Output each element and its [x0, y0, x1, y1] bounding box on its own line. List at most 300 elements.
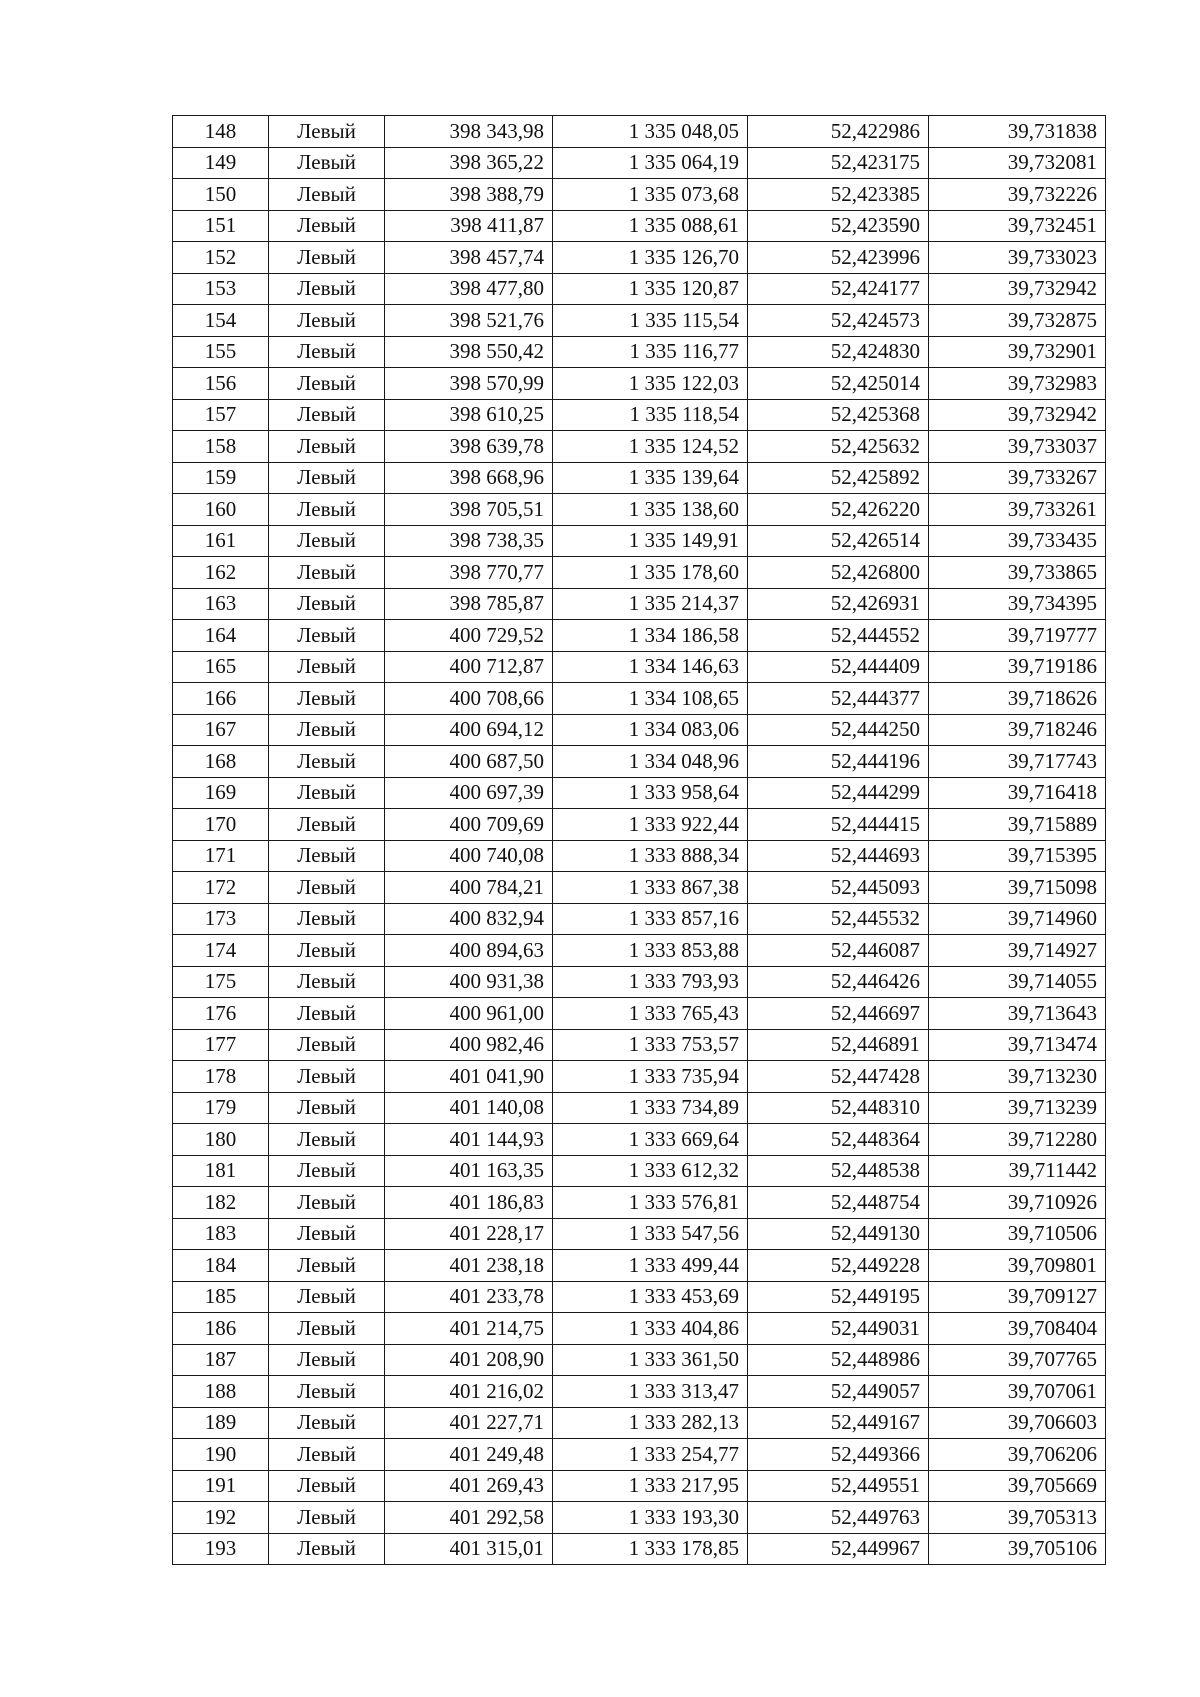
longitude-cell: 39,716418 [929, 777, 1106, 809]
latitude-cell: 52,448364 [748, 1124, 929, 1156]
latitude-cell: 52,424177 [748, 273, 929, 305]
longitude-cell: 39,733267 [929, 462, 1106, 494]
table-row [173, 1470, 1106, 1502]
point-number-cell: 182 [173, 1187, 269, 1219]
side-cell: Левый [269, 1029, 385, 1061]
longitude-cell: 39,705106 [929, 1533, 1106, 1565]
side-cell: Левый [269, 872, 385, 904]
x-coordinate-cell: 400 832,94 [385, 903, 553, 935]
y-coordinate-cell: 1 333 753,57 [553, 1029, 748, 1061]
point-number-cell: 179 [173, 1092, 269, 1124]
point-number-cell: 172 [173, 872, 269, 904]
x-coordinate-cell: 400 784,21 [385, 872, 553, 904]
side-cell: Левый [269, 1502, 385, 1534]
point-number-cell: 158 [173, 431, 269, 463]
longitude-cell: 39,732901 [929, 336, 1106, 368]
table-row [173, 1187, 1106, 1219]
side-cell: Левый [269, 557, 385, 589]
latitude-cell: 52,449130 [748, 1218, 929, 1250]
table-row [173, 840, 1106, 872]
x-coordinate-cell: 400 729,52 [385, 620, 553, 652]
side-cell: Левый [269, 588, 385, 620]
table-row [173, 1029, 1106, 1061]
point-number-cell: 151 [173, 210, 269, 242]
x-coordinate-cell: 401 249,48 [385, 1439, 553, 1471]
table-row [173, 1407, 1106, 1439]
x-coordinate-cell: 400 982,46 [385, 1029, 553, 1061]
x-coordinate-cell: 400 694,12 [385, 714, 553, 746]
x-coordinate-cell: 401 228,17 [385, 1218, 553, 1250]
y-coordinate-cell: 1 334 048,96 [553, 746, 748, 778]
longitude-cell: 39,733865 [929, 557, 1106, 589]
latitude-cell: 52,426931 [748, 588, 929, 620]
side-cell: Левый [269, 1407, 385, 1439]
x-coordinate-cell: 398 388,79 [385, 179, 553, 211]
longitude-cell: 39,718246 [929, 714, 1106, 746]
y-coordinate-cell: 1 334 083,06 [553, 714, 748, 746]
point-number-cell: 184 [173, 1250, 269, 1282]
table-row [173, 903, 1106, 935]
y-coordinate-cell: 1 333 254,77 [553, 1439, 748, 1471]
x-coordinate-cell: 401 144,93 [385, 1124, 553, 1156]
y-coordinate-cell: 1 333 193,30 [553, 1502, 748, 1534]
side-cell: Левый [269, 1313, 385, 1345]
latitude-cell: 52,423996 [748, 242, 929, 274]
x-coordinate-cell: 398 550,42 [385, 336, 553, 368]
side-cell: Левый [269, 1092, 385, 1124]
table-row [173, 273, 1106, 305]
point-number-cell: 162 [173, 557, 269, 589]
point-number-cell: 171 [173, 840, 269, 872]
latitude-cell: 52,426220 [748, 494, 929, 526]
side-cell: Левый [269, 1470, 385, 1502]
longitude-cell: 39,717743 [929, 746, 1106, 778]
table-row [173, 1502, 1106, 1534]
y-coordinate-cell: 1 333 958,64 [553, 777, 748, 809]
y-coordinate-cell: 1 333 922,44 [553, 809, 748, 841]
longitude-cell: 39,732942 [929, 273, 1106, 305]
side-cell: Левый [269, 1281, 385, 1313]
side-cell: Левый [269, 1061, 385, 1093]
longitude-cell: 39,708404 [929, 1313, 1106, 1345]
point-number-cell: 163 [173, 588, 269, 620]
latitude-cell: 52,422986 [748, 116, 929, 148]
x-coordinate-cell: 401 041,90 [385, 1061, 553, 1093]
side-cell: Левый [269, 242, 385, 274]
longitude-cell: 39,732226 [929, 179, 1106, 211]
side-cell: Левый [269, 305, 385, 337]
longitude-cell: 39,733261 [929, 494, 1106, 526]
latitude-cell: 52,444299 [748, 777, 929, 809]
longitude-cell: 39,733435 [929, 525, 1106, 557]
point-number-cell: 183 [173, 1218, 269, 1250]
point-number-cell: 148 [173, 116, 269, 148]
point-number-cell: 156 [173, 368, 269, 400]
latitude-cell: 52,444196 [748, 746, 929, 778]
point-number-cell: 149 [173, 147, 269, 179]
y-coordinate-cell: 1 334 108,65 [553, 683, 748, 715]
longitude-cell: 39,733023 [929, 242, 1106, 274]
y-coordinate-cell: 1 335 115,54 [553, 305, 748, 337]
side-cell: Левый [269, 714, 385, 746]
point-number-cell: 177 [173, 1029, 269, 1061]
side-cell: Левый [269, 1155, 385, 1187]
x-coordinate-cell: 398 738,35 [385, 525, 553, 557]
latitude-cell: 52,425368 [748, 399, 929, 431]
x-coordinate-cell: 401 208,90 [385, 1344, 553, 1376]
x-coordinate-cell: 401 163,35 [385, 1155, 553, 1187]
point-number-cell: 165 [173, 651, 269, 683]
x-coordinate-cell: 401 140,08 [385, 1092, 553, 1124]
point-number-cell: 159 [173, 462, 269, 494]
side-cell: Левый [269, 1439, 385, 1471]
longitude-cell: 39,711442 [929, 1155, 1106, 1187]
point-number-cell: 189 [173, 1407, 269, 1439]
y-coordinate-cell: 1 333 178,85 [553, 1533, 748, 1565]
side-cell: Левый [269, 840, 385, 872]
longitude-cell: 39,719186 [929, 651, 1106, 683]
x-coordinate-cell: 398 457,74 [385, 242, 553, 274]
longitude-cell: 39,710506 [929, 1218, 1106, 1250]
latitude-cell: 52,444377 [748, 683, 929, 715]
latitude-cell: 52,424573 [748, 305, 929, 337]
side-cell: Левый [269, 462, 385, 494]
latitude-cell: 52,445532 [748, 903, 929, 935]
point-number-cell: 155 [173, 336, 269, 368]
x-coordinate-cell: 398 411,87 [385, 210, 553, 242]
y-coordinate-cell: 1 333 547,56 [553, 1218, 748, 1250]
table-row [173, 399, 1106, 431]
y-coordinate-cell: 1 333 734,89 [553, 1092, 748, 1124]
longitude-cell: 39,705669 [929, 1470, 1106, 1502]
point-number-cell: 188 [173, 1376, 269, 1408]
latitude-cell: 52,444250 [748, 714, 929, 746]
point-number-cell: 160 [173, 494, 269, 526]
longitude-cell: 39,713643 [929, 998, 1106, 1030]
y-coordinate-cell: 1 333 793,93 [553, 966, 748, 998]
y-coordinate-cell: 1 333 499,44 [553, 1250, 748, 1282]
table-row [173, 431, 1106, 463]
table-row [173, 557, 1106, 589]
latitude-cell: 52,446087 [748, 935, 929, 967]
y-coordinate-cell: 1 335 064,19 [553, 147, 748, 179]
latitude-cell: 52,449031 [748, 1313, 929, 1345]
coordinates-table [172, 115, 1106, 1565]
point-number-cell: 167 [173, 714, 269, 746]
x-coordinate-cell: 401 186,83 [385, 1187, 553, 1219]
latitude-cell: 52,448986 [748, 1344, 929, 1376]
x-coordinate-cell: 398 668,96 [385, 462, 553, 494]
y-coordinate-cell: 1 335 118,54 [553, 399, 748, 431]
table-row [173, 1533, 1106, 1565]
point-number-cell: 176 [173, 998, 269, 1030]
longitude-cell: 39,734395 [929, 588, 1106, 620]
side-cell: Левый [269, 1187, 385, 1219]
y-coordinate-cell: 1 335 116,77 [553, 336, 748, 368]
point-number-cell: 166 [173, 683, 269, 715]
longitude-cell: 39,709801 [929, 1250, 1106, 1282]
point-number-cell: 192 [173, 1502, 269, 1534]
latitude-cell: 52,448754 [748, 1187, 929, 1219]
y-coordinate-cell: 1 333 612,32 [553, 1155, 748, 1187]
latitude-cell: 52,446891 [748, 1029, 929, 1061]
longitude-cell: 39,732451 [929, 210, 1106, 242]
x-coordinate-cell: 401 227,71 [385, 1407, 553, 1439]
table-row [173, 809, 1106, 841]
latitude-cell: 52,423385 [748, 179, 929, 211]
side-cell: Левый [269, 1376, 385, 1408]
table-row [173, 998, 1106, 1030]
side-cell: Левый [269, 746, 385, 778]
latitude-cell: 52,449763 [748, 1502, 929, 1534]
longitude-cell: 39,732983 [929, 368, 1106, 400]
longitude-cell: 39,706603 [929, 1407, 1106, 1439]
latitude-cell: 52,425632 [748, 431, 929, 463]
table-row [173, 588, 1106, 620]
x-coordinate-cell: 398 610,25 [385, 399, 553, 431]
side-cell: Левый [269, 809, 385, 841]
longitude-cell: 39,731838 [929, 116, 1106, 148]
longitude-cell: 39,715395 [929, 840, 1106, 872]
y-coordinate-cell: 1 333 765,43 [553, 998, 748, 1030]
y-coordinate-cell: 1 335 214,37 [553, 588, 748, 620]
side-cell: Левый [269, 1250, 385, 1282]
latitude-cell: 52,444409 [748, 651, 929, 683]
y-coordinate-cell: 1 333 453,69 [553, 1281, 748, 1313]
longitude-cell: 39,719777 [929, 620, 1106, 652]
longitude-cell: 39,732875 [929, 305, 1106, 337]
latitude-cell: 52,425014 [748, 368, 929, 400]
point-number-cell: 175 [173, 966, 269, 998]
y-coordinate-cell: 1 335 139,64 [553, 462, 748, 494]
point-number-cell: 191 [173, 1470, 269, 1502]
table-row [173, 1250, 1106, 1282]
side-cell: Левый [269, 431, 385, 463]
table-row [173, 1061, 1106, 1093]
latitude-cell: 52,447428 [748, 1061, 929, 1093]
table-row [173, 1439, 1106, 1471]
latitude-cell: 52,423175 [748, 147, 929, 179]
x-coordinate-cell: 400 687,50 [385, 746, 553, 778]
latitude-cell: 52,448310 [748, 1092, 929, 1124]
y-coordinate-cell: 1 334 186,58 [553, 620, 748, 652]
latitude-cell: 52,449228 [748, 1250, 929, 1282]
side-cell: Левый [269, 147, 385, 179]
longitude-cell: 39,709127 [929, 1281, 1106, 1313]
y-coordinate-cell: 1 333 576,81 [553, 1187, 748, 1219]
table-row [173, 1281, 1106, 1313]
y-coordinate-cell: 1 334 146,63 [553, 651, 748, 683]
longitude-cell: 39,713239 [929, 1092, 1106, 1124]
longitude-cell: 39,710926 [929, 1187, 1106, 1219]
x-coordinate-cell: 401 233,78 [385, 1281, 553, 1313]
x-coordinate-cell: 398 770,77 [385, 557, 553, 589]
table-row [173, 336, 1106, 368]
table-row [173, 1155, 1106, 1187]
longitude-cell: 39,715889 [929, 809, 1106, 841]
x-coordinate-cell: 398 705,51 [385, 494, 553, 526]
x-coordinate-cell: 401 292,58 [385, 1502, 553, 1534]
longitude-cell: 39,714055 [929, 966, 1106, 998]
longitude-cell: 39,714927 [929, 935, 1106, 967]
y-coordinate-cell: 1 333 361,50 [553, 1344, 748, 1376]
longitude-cell: 39,732081 [929, 147, 1106, 179]
latitude-cell: 52,449167 [748, 1407, 929, 1439]
latitude-cell: 52,445093 [748, 872, 929, 904]
x-coordinate-cell: 398 343,98 [385, 116, 553, 148]
point-number-cell: 170 [173, 809, 269, 841]
longitude-cell: 39,706206 [929, 1439, 1106, 1471]
side-cell: Левый [269, 399, 385, 431]
longitude-cell: 39,707061 [929, 1376, 1106, 1408]
x-coordinate-cell: 400 931,38 [385, 966, 553, 998]
latitude-cell: 52,426800 [748, 557, 929, 589]
y-coordinate-cell: 1 333 867,38 [553, 872, 748, 904]
latitude-cell: 52,444415 [748, 809, 929, 841]
table-row [173, 525, 1106, 557]
table-row [173, 683, 1106, 715]
table-row [173, 210, 1106, 242]
latitude-cell: 52,448538 [748, 1155, 929, 1187]
point-number-cell: 186 [173, 1313, 269, 1345]
table-row [173, 872, 1106, 904]
table-row [173, 714, 1106, 746]
side-cell: Левый [269, 620, 385, 652]
side-cell: Левый [269, 1344, 385, 1376]
table-row [173, 651, 1106, 683]
x-coordinate-cell: 400 961,00 [385, 998, 553, 1030]
y-coordinate-cell: 1 333 857,16 [553, 903, 748, 935]
latitude-cell: 52,449366 [748, 1439, 929, 1471]
side-cell: Левый [269, 494, 385, 526]
coordinates-table-body [173, 116, 1106, 1565]
x-coordinate-cell: 400 712,87 [385, 651, 553, 683]
table-row [173, 1313, 1106, 1345]
y-coordinate-cell: 1 335 073,68 [553, 179, 748, 211]
point-number-cell: 154 [173, 305, 269, 337]
x-coordinate-cell: 400 709,69 [385, 809, 553, 841]
y-coordinate-cell: 1 335 120,87 [553, 273, 748, 305]
latitude-cell: 52,424830 [748, 336, 929, 368]
latitude-cell: 52,446697 [748, 998, 929, 1030]
y-coordinate-cell: 1 333 669,64 [553, 1124, 748, 1156]
longitude-cell: 39,712280 [929, 1124, 1106, 1156]
side-cell: Левый [269, 210, 385, 242]
longitude-cell: 39,707765 [929, 1344, 1106, 1376]
point-number-cell: 181 [173, 1155, 269, 1187]
x-coordinate-cell: 401 269,43 [385, 1470, 553, 1502]
point-number-cell: 161 [173, 525, 269, 557]
point-number-cell: 152 [173, 242, 269, 274]
table-row [173, 1376, 1106, 1408]
y-coordinate-cell: 1 333 404,86 [553, 1313, 748, 1345]
x-coordinate-cell: 398 477,80 [385, 273, 553, 305]
table-row [173, 368, 1106, 400]
x-coordinate-cell: 401 214,75 [385, 1313, 553, 1345]
point-number-cell: 157 [173, 399, 269, 431]
x-coordinate-cell: 398 785,87 [385, 588, 553, 620]
table-row [173, 1218, 1106, 1250]
point-number-cell: 180 [173, 1124, 269, 1156]
point-number-cell: 174 [173, 935, 269, 967]
side-cell: Левый [269, 1124, 385, 1156]
x-coordinate-cell: 398 521,76 [385, 305, 553, 337]
y-coordinate-cell: 1 335 138,60 [553, 494, 748, 526]
side-cell: Левый [269, 935, 385, 967]
table-row [173, 494, 1106, 526]
latitude-cell: 52,423590 [748, 210, 929, 242]
y-coordinate-cell: 1 333 735,94 [553, 1061, 748, 1093]
point-number-cell: 187 [173, 1344, 269, 1376]
side-cell: Левый [269, 651, 385, 683]
longitude-cell: 39,714960 [929, 903, 1106, 935]
side-cell: Левый [269, 998, 385, 1030]
side-cell: Левый [269, 777, 385, 809]
longitude-cell: 39,718626 [929, 683, 1106, 715]
latitude-cell: 52,446426 [748, 966, 929, 998]
side-cell: Левый [269, 273, 385, 305]
x-coordinate-cell: 401 315,01 [385, 1533, 553, 1565]
table-row [173, 966, 1106, 998]
y-coordinate-cell: 1 335 088,61 [553, 210, 748, 242]
y-coordinate-cell: 1 335 149,91 [553, 525, 748, 557]
side-cell: Левый [269, 336, 385, 368]
latitude-cell: 52,449551 [748, 1470, 929, 1502]
side-cell: Левый [269, 903, 385, 935]
x-coordinate-cell: 401 238,18 [385, 1250, 553, 1282]
longitude-cell: 39,713474 [929, 1029, 1106, 1061]
point-number-cell: 190 [173, 1439, 269, 1471]
table-row [173, 1124, 1106, 1156]
y-coordinate-cell: 1 333 217,95 [553, 1470, 748, 1502]
longitude-cell: 39,715098 [929, 872, 1106, 904]
latitude-cell: 52,444693 [748, 840, 929, 872]
table-row [173, 746, 1106, 778]
longitude-cell: 39,705313 [929, 1502, 1106, 1534]
longitude-cell: 39,713230 [929, 1061, 1106, 1093]
latitude-cell: 52,444552 [748, 620, 929, 652]
x-coordinate-cell: 398 639,78 [385, 431, 553, 463]
point-number-cell: 150 [173, 179, 269, 211]
y-coordinate-cell: 1 335 178,60 [553, 557, 748, 589]
x-coordinate-cell: 400 894,63 [385, 935, 553, 967]
point-number-cell: 193 [173, 1533, 269, 1565]
table-row [173, 305, 1106, 337]
y-coordinate-cell: 1 333 313,47 [553, 1376, 748, 1408]
point-number-cell: 169 [173, 777, 269, 809]
point-number-cell: 185 [173, 1281, 269, 1313]
longitude-cell: 39,732942 [929, 399, 1106, 431]
table-row [173, 620, 1106, 652]
x-coordinate-cell: 400 708,66 [385, 683, 553, 715]
side-cell: Левый [269, 368, 385, 400]
point-number-cell: 168 [173, 746, 269, 778]
x-coordinate-cell: 400 740,08 [385, 840, 553, 872]
side-cell: Левый [269, 116, 385, 148]
table-row [173, 179, 1106, 211]
x-coordinate-cell: 400 697,39 [385, 777, 553, 809]
side-cell: Левый [269, 1533, 385, 1565]
latitude-cell: 52,449057 [748, 1376, 929, 1408]
x-coordinate-cell: 401 216,02 [385, 1376, 553, 1408]
latitude-cell: 52,425892 [748, 462, 929, 494]
table-row [173, 1092, 1106, 1124]
latitude-cell: 52,449967 [748, 1533, 929, 1565]
table-row [173, 147, 1106, 179]
y-coordinate-cell: 1 333 282,13 [553, 1407, 748, 1439]
side-cell: Левый [269, 683, 385, 715]
table-row [173, 1344, 1106, 1376]
